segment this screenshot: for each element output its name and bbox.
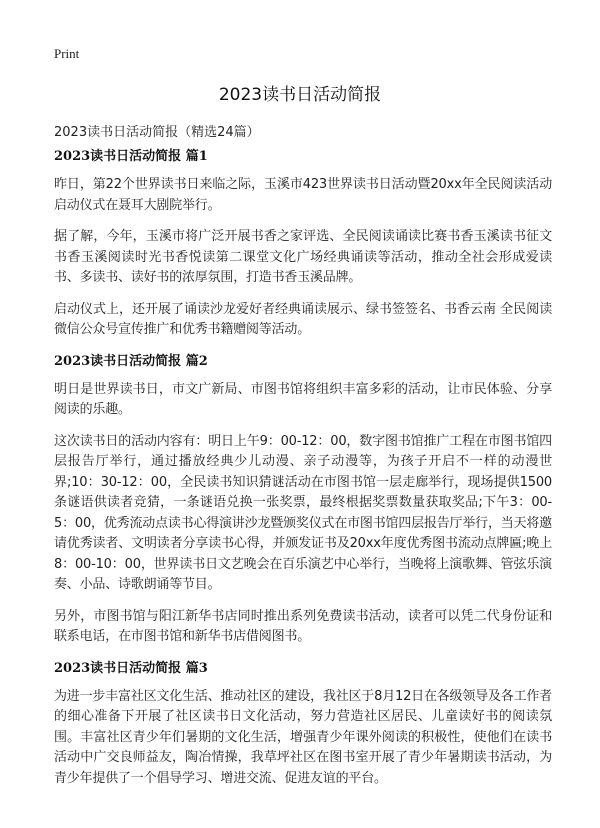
print-link[interactable]: Print	[54, 46, 80, 61]
page-subtitle: 2023读书日活动简报（精选24篇）	[54, 125, 260, 140]
paragraph: 明日是世界读书日，市文广新局、市图书馆将组织丰富多彩的活动，让市民体验、分享阅读的乐趣。	[54, 381, 552, 417]
paragraph: 为进一步丰富社区文化生活、推动社区的建设，我社区于8月12日在各级领导及各工作者的细心准备下开展了社区读书日文化活动，努力营造社区居民、儿童读好书的阅读氛围。丰富社区青少年们暑期的文化生活，增强青少年课外阅读的积极性，使他们在读书活动中广交良师益友，陶冶情操，我草坪社区在图书室开展了青少年暑期读书活动，为青少年提供了一个倡导学习、增进交流、促进友谊的平台。	[54, 688, 552, 786]
article-content	[54, 147, 552, 800]
section-1	[54, 147, 552, 341]
paragraph: 这次读书日的活动内容有：明日上午9：00-12：00，数字图书馆推广工程在市图书馆四层报告厅举行，通过播放经典少儿动漫、亲子动漫等，为孩子开启不一样的动漫世界;10：30-12：00，全民读书知识猜谜活动在市图书馆一层走廊举行，现场提供1500条谜语供读者竞猜，一条谜语兑换一张奖票，最终根据奖票数量获取奖品;下午3：00-5：00，优秀流动点读书心得演讲沙龙暨颁奖仪式在市图书馆四层报告厅举行，当天将邀请优秀读者、文明读者分享读书心得，并颁发证书及20xx年度优秀图书流动点牌匾;晚上8：00-10：00，世界读书日文艺晚会在百乐演艺中心举行，当晚将上演歌舞、管弦乐演奏、小品、诗歌朗诵等节目。	[54, 433, 552, 592]
section-2	[54, 352, 552, 648]
page-title: 2023读书日活动简报	[218, 85, 382, 105]
section-3	[54, 659, 552, 790]
section-heading: 2023读书日活动简报 篇2	[54, 353, 208, 369]
paragraph: 启动仪式上，还开展了诵读沙龙爱好者经典诵读展示、绿书签签名、书香云南 全民阅读微信公众号宣传推广和优秀书籍赠阅等活动。	[54, 301, 552, 337]
paragraph: 据了解，今年，玉溪市将广泛开展书香之家评选、全民阅读诵读比赛书香玉溪读书征文书香玉溪阅读时光书香悦读第二课堂文化广场经典诵读等活动，推动全社会形成爱读书、多读书、读好书的浓厚氛围，打造书香玉溪品牌。	[54, 229, 552, 285]
section-heading: 2023读书日活动简报 篇1	[54, 149, 208, 164]
section-heading: 2023读书日活动简报 篇3	[54, 660, 208, 676]
paragraph: 另外，市图书馆与阳江新华书店同时推出系列免费读书活动，读者可以凭二代身份证和联系电话，在市图书馆和新华书店借阅图书。	[54, 608, 552, 644]
paragraph: 昨日，第22个世界读书日来临之际，玉溪市423世界读书日活动暨20xx年全民阅读活动启动仪式在聂耳大剧院举行。	[54, 177, 552, 213]
